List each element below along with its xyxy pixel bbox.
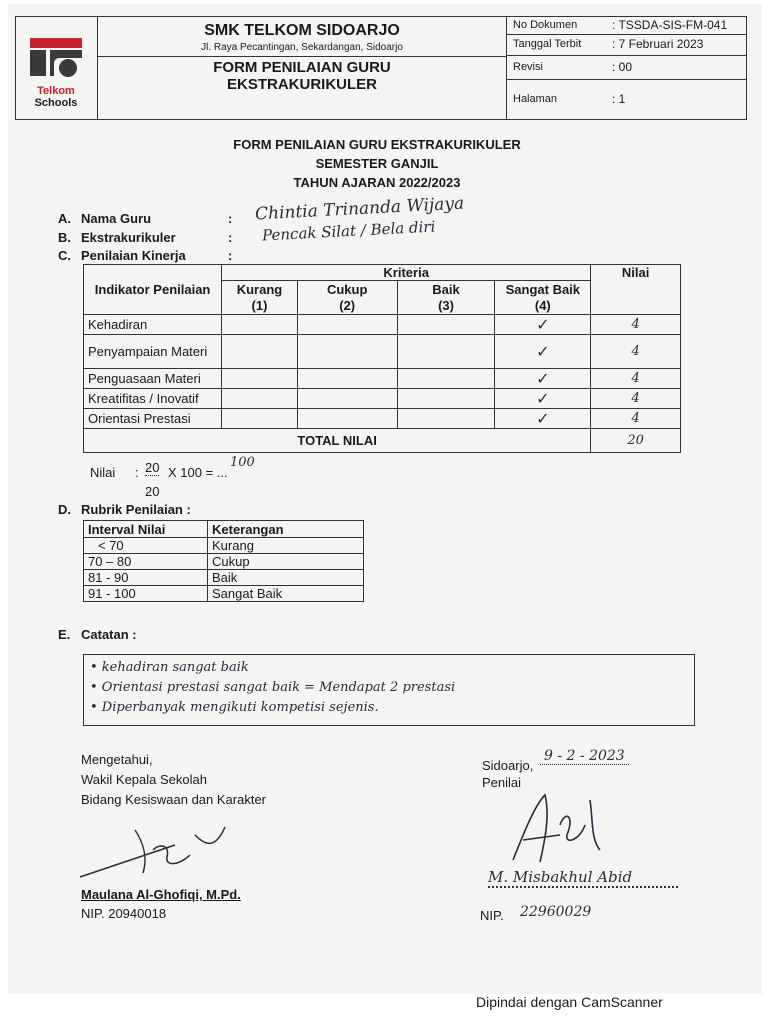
- bidang: Bidang Kesiswaan dan Karakter: [81, 792, 267, 807]
- table-row: [84, 570, 364, 586]
- indikator-cell: Kreatifitas / Inovatif: [84, 389, 222, 409]
- nilai-denominator: 20: [145, 484, 160, 499]
- table-row: [84, 586, 364, 602]
- rubrik-header: Keterangan: [208, 521, 364, 538]
- header-divider: [506, 79, 747, 80]
- school-address: Jl. Raya Pecantingan, Sekardangan, Sidoarjo: [201, 42, 403, 53]
- nilai-times: X 100 = ...: [168, 465, 228, 480]
- table-row: [84, 315, 681, 335]
- nama-guru-label: Nama Guru: [81, 211, 152, 226]
- section-c-letter: C.: [58, 248, 71, 263]
- section-a-letter: A.: [58, 211, 71, 226]
- check-mark: ✓: [495, 315, 591, 335]
- place-label: Sidoarjo,: [482, 758, 534, 773]
- table-row: [84, 389, 681, 409]
- check-cell: [222, 335, 298, 369]
- criteria-header: [222, 281, 298, 315]
- nip-label: NIP.: [480, 908, 504, 923]
- catatan-note: • Diperbanyak mengikuti kompetisi sejenis.: [90, 700, 379, 715]
- ekstrakurikuler-value: Pencak Silat / Bela diri: [261, 217, 436, 245]
- rubrik-table: [83, 520, 364, 602]
- left-signer-name: Maulana Al-Ghofiqi, M.Pd.: [81, 887, 241, 902]
- nilai-result: 100: [230, 455, 255, 470]
- meta-value: : 00: [612, 60, 633, 74]
- logo-mark-icon: [28, 36, 84, 80]
- header-kriteria: Kriteria: [222, 265, 591, 281]
- check-cell: [397, 369, 495, 389]
- indikator-cell: Orientasi Prestasi: [84, 409, 222, 429]
- meta-value: : TSSDA-SIS-FM-041: [612, 18, 728, 32]
- rubrik-label: Rubrik Penilaian :: [81, 502, 191, 517]
- catatan-label: Catatan :: [81, 627, 137, 642]
- indikator-cell: Kehadiran: [84, 315, 222, 335]
- school-block: [98, 22, 506, 93]
- penilai-label: Penilai: [482, 775, 522, 790]
- telkom-schools-logo: [28, 36, 84, 109]
- section-b-letter: B.: [58, 230, 71, 245]
- right-signer-nip: 22960029: [520, 904, 592, 920]
- colon: :: [228, 211, 233, 226]
- section-d-letter: D.: [58, 502, 71, 517]
- mengetahui: Mengetahui,: [81, 752, 153, 767]
- criteria-header: [495, 281, 591, 315]
- meta-value: : 7 Februari 2023: [612, 37, 704, 51]
- criteria-score: (2): [339, 297, 356, 313]
- check-cell: [397, 315, 495, 335]
- check-mark: ✓: [495, 409, 591, 429]
- indikator-cell: Penyampaian Materi: [84, 335, 222, 369]
- meta-label: Revisi: [513, 61, 543, 73]
- nilai-colon: :: [135, 465, 139, 480]
- check-cell: [297, 409, 397, 429]
- keterangan-cell: Cukup: [208, 554, 364, 570]
- logo-text-2: Schools: [34, 97, 78, 109]
- doc-title-3: TAHUN AJARAN 2022/2023: [293, 175, 461, 190]
- check-mark: ✓: [495, 369, 591, 389]
- interval-cell: < 70: [84, 538, 208, 554]
- total-row: [84, 429, 681, 453]
- criteria-name: Sangat Baik: [505, 281, 581, 297]
- kinerja-table: [83, 264, 681, 453]
- indikator-cell: Penguasaan Materi: [84, 369, 222, 389]
- table-row: [84, 369, 681, 389]
- form-title-1: FORM PENILAIAN GURU: [213, 59, 391, 76]
- header-indikator: Indikator Penilaian: [84, 265, 222, 315]
- keterangan-cell: Kurang: [208, 538, 364, 554]
- colon: :: [228, 248, 233, 263]
- check-cell: [397, 409, 495, 429]
- nilai-cell: 4: [591, 335, 681, 369]
- left-signer-nip: NIP. 20940018: [81, 906, 167, 921]
- section-e-letter: E.: [58, 627, 71, 642]
- table-row: [84, 538, 364, 554]
- colon: :: [228, 230, 233, 245]
- interval-cell: 70 – 80: [84, 554, 208, 570]
- keterangan-cell: Baik: [208, 570, 364, 586]
- right-signer-name: M. Misbakhul Abid: [488, 868, 678, 888]
- catatan-note: • kehadiran sangat baik: [90, 660, 249, 675]
- table-row: [84, 554, 364, 570]
- check-mark: ✓: [495, 389, 591, 409]
- right-signature-icon: [505, 790, 625, 870]
- criteria-score: (1): [251, 297, 268, 313]
- catatan-note: • Orientasi prestasi sangat baik = Mendapat 2 prestasi: [90, 680, 456, 695]
- school-name: SMK TELKOM SIDOARJO: [204, 22, 400, 39]
- header-divider: [506, 16, 507, 120]
- left-signature-icon: [75, 815, 235, 885]
- check-mark: ✓: [495, 335, 591, 369]
- catatan-box: [83, 654, 695, 726]
- table-row: [84, 409, 681, 429]
- meta-label: Tanggal Terbit: [513, 38, 582, 50]
- total-value: 20: [591, 429, 681, 453]
- check-cell: [222, 389, 298, 409]
- rubrik-header: Interval Nilai: [84, 521, 208, 538]
- sign-date: 9 - 2 - 2023: [540, 748, 629, 765]
- check-cell: [297, 315, 397, 335]
- criteria-score: (4): [534, 297, 551, 313]
- nilai-cell: 4: [591, 389, 681, 409]
- total-label: TOTAL NILAI: [84, 429, 591, 453]
- nama-guru-value: Chintia Trinanda Wijaya: [254, 193, 465, 225]
- form-title-2: EKSTRAKURIKULER: [227, 76, 377, 93]
- ekstrakurikuler-label: Ekstrakurikuler: [81, 230, 176, 245]
- header-divider: [506, 34, 747, 35]
- nilai-cell: 4: [591, 369, 681, 389]
- criteria-score: (3): [438, 297, 454, 313]
- logo-text-1: Telkom: [37, 85, 75, 97]
- meta-label: No Dokumen: [513, 19, 578, 31]
- check-cell: [222, 409, 298, 429]
- check-cell: [222, 315, 298, 335]
- wakil-kepala: Wakil Kepala Sekolah: [81, 772, 207, 787]
- nilai-label: Nilai: [90, 465, 116, 480]
- nilai-cell: 4: [591, 409, 681, 429]
- interval-cell: 81 - 90: [84, 570, 208, 586]
- penilaian-kinerja-label: Penilaian Kinerja: [81, 248, 186, 263]
- header-nilai: Nilai: [591, 265, 681, 315]
- doc-title-2: SEMESTER GANJIL: [315, 156, 439, 171]
- check-cell: [297, 335, 397, 369]
- check-cell: [297, 369, 397, 389]
- check-cell: [397, 389, 495, 409]
- interval-cell: 91 - 100: [84, 586, 208, 602]
- criteria-header: [297, 281, 397, 315]
- check-cell: [222, 369, 298, 389]
- table-row: [84, 335, 681, 369]
- nilai-numerator: 20: [145, 460, 160, 475]
- check-cell: [397, 335, 495, 369]
- camscanner-watermark: Dipindai dengan CamScanner: [476, 994, 663, 1010]
- doc-title-1: FORM PENILAIAN GURU EKSTRAKURIKULER: [233, 137, 521, 152]
- nilai-cell: 4: [591, 315, 681, 335]
- criteria-name: Cukup: [326, 281, 368, 297]
- criteria-name: Kurang: [236, 281, 283, 297]
- criteria-name: Baik: [432, 281, 460, 297]
- criteria-header: [397, 281, 495, 315]
- header-divider: [506, 55, 747, 56]
- meta-label: Halaman: [513, 93, 558, 105]
- meta-value: : 1: [612, 92, 626, 106]
- keterangan-cell: Sangat Baik: [208, 586, 364, 602]
- check-cell: [297, 389, 397, 409]
